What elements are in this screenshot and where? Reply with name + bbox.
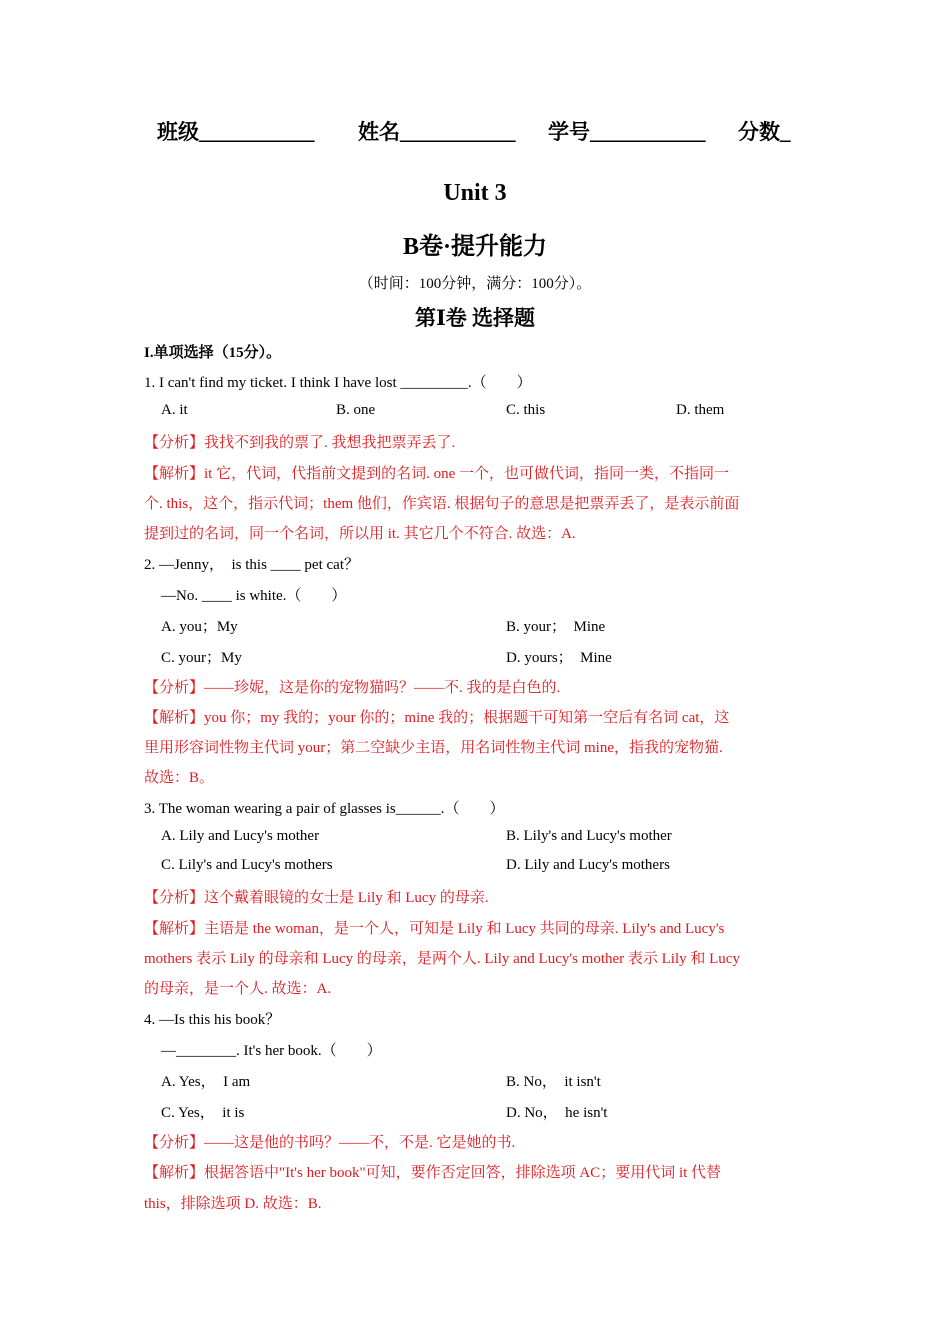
question-stem: 4. —Is this his book？: [144, 1012, 281, 1028]
analysis-text: 【分析】我找不到我的票了. 我想我把票弄丢了.: [144, 435, 456, 451]
explanation-line: 提到过的名词，同一个名词，所以用 it. 其它几个不符合. 故选：A.: [144, 526, 576, 542]
option-d: D. them: [676, 402, 725, 418]
explanation-line: 个. this，这个，指示代词；them 他们，作宾语. 根据句子的意思是把票弄丢了，是表示前面: [144, 496, 740, 512]
part-title: 第Ⅰ卷 选择题: [414, 306, 536, 330]
analysis-text: 【分析】——珍妮，这是你的宠物猫吗？——不. 我的是白色的.: [144, 680, 561, 696]
explanation-line: 【解析】you 你；my 我的；your 你的；mine 我的；根据题干可知第一空后有名词 cat，这: [144, 710, 730, 726]
explanation-line: 【解析】主语是 the woman，是一个人，可知是 Lily 和 Lucy 共同的母亲. Lily's and Lucy's: [144, 921, 725, 937]
option-d: D. yours； Mine: [506, 650, 612, 666]
explanation-line: 故选：B。: [144, 770, 215, 786]
option-d: D. Lily and Lucy's mothers: [506, 857, 670, 873]
option-b: B. No， it isn't: [506, 1074, 601, 1090]
paper-subtitle: B卷·提升能力: [402, 234, 547, 260]
unit-title: Unit 3: [443, 180, 507, 206]
section-heading: I.单项选择（15分）。: [144, 345, 282, 361]
student-id-field-label: 学号___________: [548, 120, 706, 144]
exam-meta: （时间：100分钟，满分：100分）。: [358, 276, 592, 292]
question-stem: 1. I can't find my ticket. I think I have lost _________.（ ）: [144, 375, 532, 391]
class-field-label: 班级___________: [157, 120, 315, 144]
option-c: C. Yes， it is: [161, 1105, 245, 1121]
option-c: C. your；My: [161, 650, 242, 666]
analysis-text: 【分析】——这是他的书吗？——不，不是. 它是她的书.: [144, 1135, 516, 1151]
question-stem-line2: —No. ____ is white.（ ）: [161, 588, 347, 604]
score-field-label: 分数_: [738, 120, 791, 144]
option-a: A. Yes， I am: [161, 1074, 251, 1090]
analysis-text: 【分析】这个戴着眼镜的女士是 Lily 和 Lucy 的母亲.: [144, 890, 489, 906]
question-stem: 2. —Jenny， is this ____ pet cat？: [144, 557, 359, 573]
option-a: A. Lily and Lucy's mother: [161, 828, 320, 844]
option-b: B. Lily's and Lucy's mother: [506, 828, 672, 844]
option-a: A. it: [161, 402, 188, 418]
question-stem: 3. The woman wearing a pair of glasses is______.（ ）: [144, 801, 505, 817]
explanation-line: 【解析】根据答语中"It's her book"可知，要作否定回答，排除选项 AC；要用代词 it 代替: [144, 1165, 722, 1181]
explanation-line: this，排除选项 D. 故选：B.: [144, 1196, 322, 1212]
explanation-line: 【解析】it 它，代词，代指前文提到的名词. one 一个，也可做代词，指同一类，不指同一: [144, 466, 729, 482]
option-c: C. this: [506, 402, 546, 418]
option-d: D. No， he isn't: [506, 1105, 608, 1121]
explanation-line: mothers 表示 Lily 的母亲和 Lucy 的母亲，是两个人. Lily and Lucy's mother 表示 Lily 和 Lucy: [144, 951, 740, 967]
option-b: B. one: [336, 402, 376, 418]
explanation-line: 里用形容词性物主代词 your；第二空缺少主语，用名词性物主代词 mine，指我的宠物猫.: [144, 740, 723, 756]
option-b: B. your； Mine: [506, 619, 606, 635]
name-field-label: 姓名___________: [358, 120, 516, 144]
option-c: C. Lily's and Lucy's mothers: [161, 857, 333, 873]
question-stem-line2: —________. It's her book.（ ）: [161, 1043, 382, 1059]
option-a: A. you；My: [161, 619, 238, 635]
explanation-line: 的母亲，是一个人. 故选：A.: [144, 981, 332, 997]
